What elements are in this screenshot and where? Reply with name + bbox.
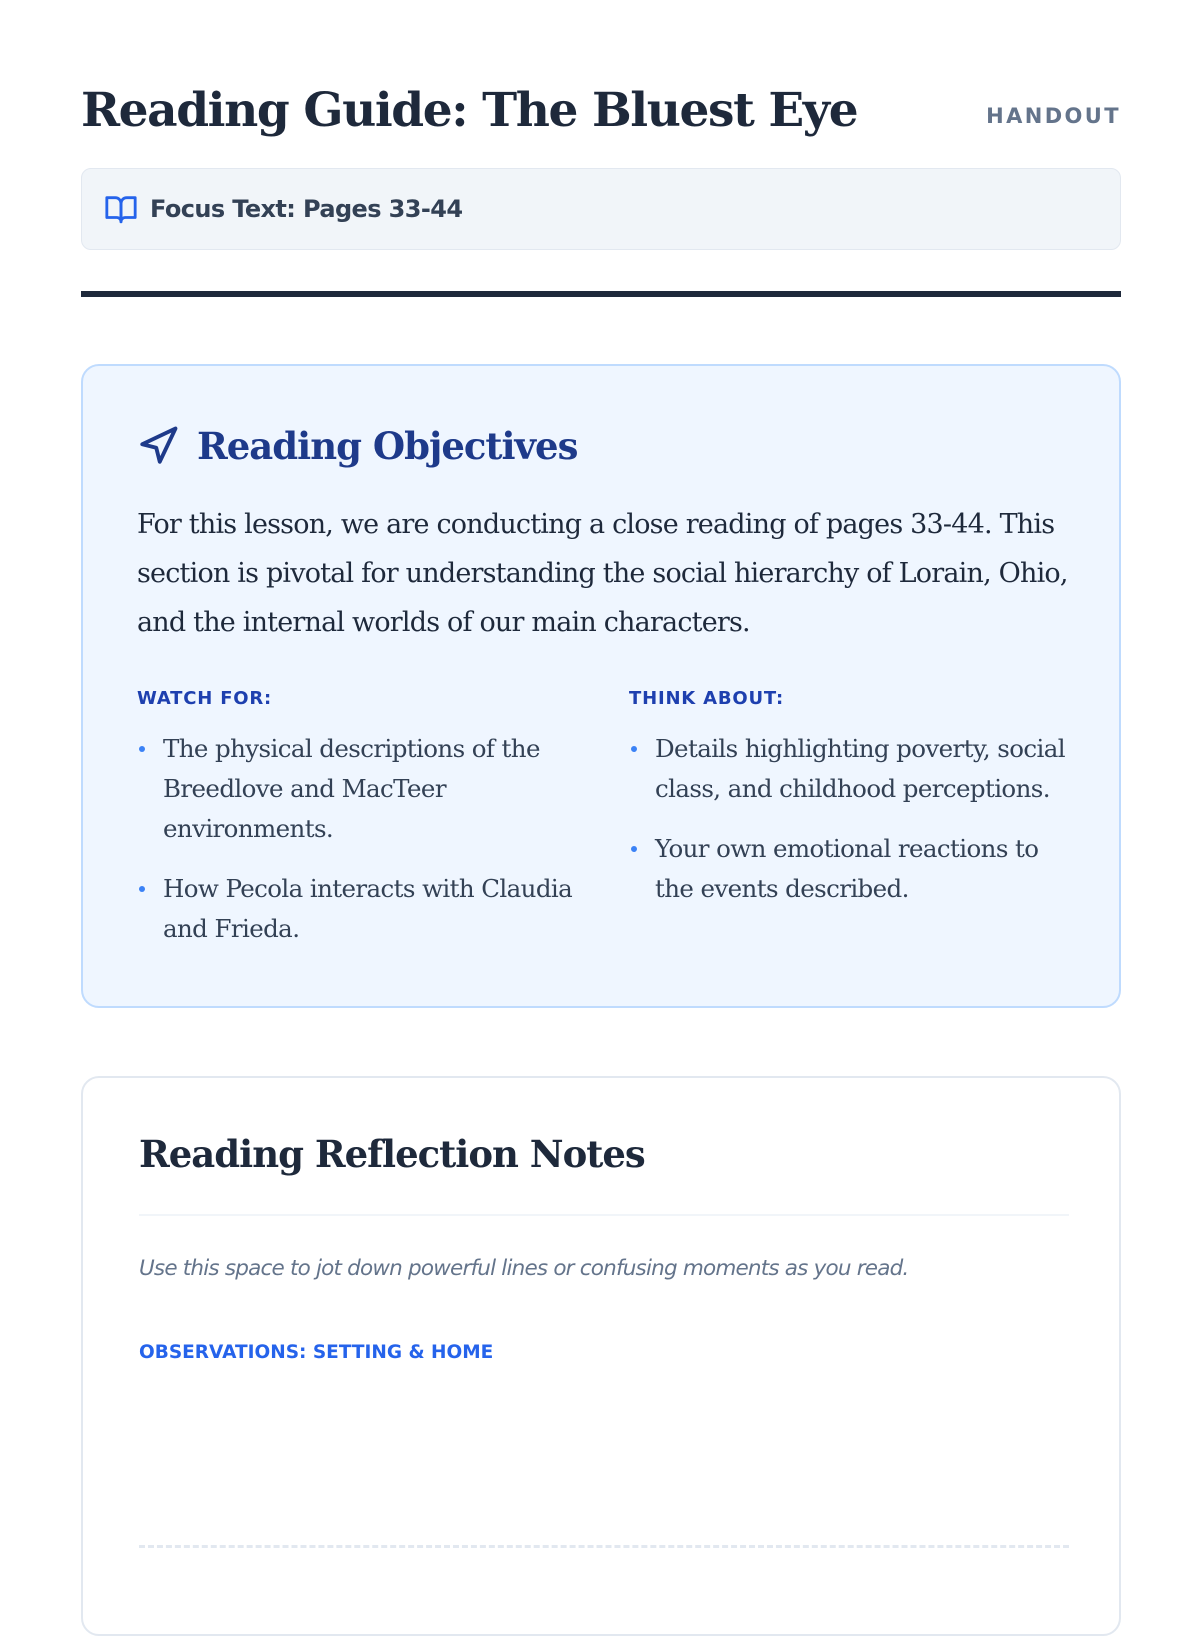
reading-objectives-card <box>81 364 1121 1008</box>
think-about-column <box>629 688 1069 929</box>
page-title: Reading Guide: The Bluest Eye <box>81 83 858 138</box>
list-item: Your own emotional reactions to the events described. <box>629 829 1069 909</box>
think-about-list <box>629 729 1069 909</box>
notes-hint: Use this space to jot down powerful lines or confusing moments as you read. <box>139 1256 909 1281</box>
handout-tag: HANDOUT <box>986 104 1121 128</box>
header-divider <box>81 291 1121 297</box>
think-about-label: THINK ABOUT: <box>629 688 784 709</box>
bullet-icon <box>631 846 637 852</box>
navigation-arrow-icon <box>137 425 179 467</box>
book-open-icon <box>104 192 138 226</box>
page-header <box>81 78 1121 148</box>
list-item: The physical descriptions of the Breedlove and MacTeer environments. <box>137 729 577 849</box>
reflection-notes-card <box>81 1076 1121 1636</box>
notes-title: Reading Reflection Notes <box>139 1132 645 1176</box>
objectives-intro: For this lesson, we are conducting a close reading of pages 33-44. This section is pivotal for understanding the social hierarchy of Lorain, Ohio, and the internal worlds of our main characters. <box>137 509 1068 638</box>
bullet-icon <box>139 886 145 892</box>
list-item: How Pecola interacts with Claudia and Frieda. <box>137 869 577 949</box>
bullet-icon <box>631 746 637 752</box>
list-item: Details highlighting poverty, social class, and childhood perceptions. <box>629 729 1069 809</box>
watch-for-list <box>137 729 577 949</box>
watch-for-label: WATCH FOR: <box>137 688 273 709</box>
objectives-title: Reading Objectives <box>197 424 578 468</box>
observations-writing-area[interactable] <box>139 1378 1069 1548</box>
focus-text-label: Focus Text: Pages 33-44 <box>150 195 463 223</box>
watch-for-column <box>137 688 577 969</box>
notes-divider <box>139 1214 1069 1216</box>
bullet-icon <box>139 746 145 752</box>
focus-text-bar <box>81 168 1121 250</box>
objectives-heading <box>137 424 577 468</box>
observations-label: OBSERVATIONS: SETTING & HOME <box>139 1342 494 1363</box>
